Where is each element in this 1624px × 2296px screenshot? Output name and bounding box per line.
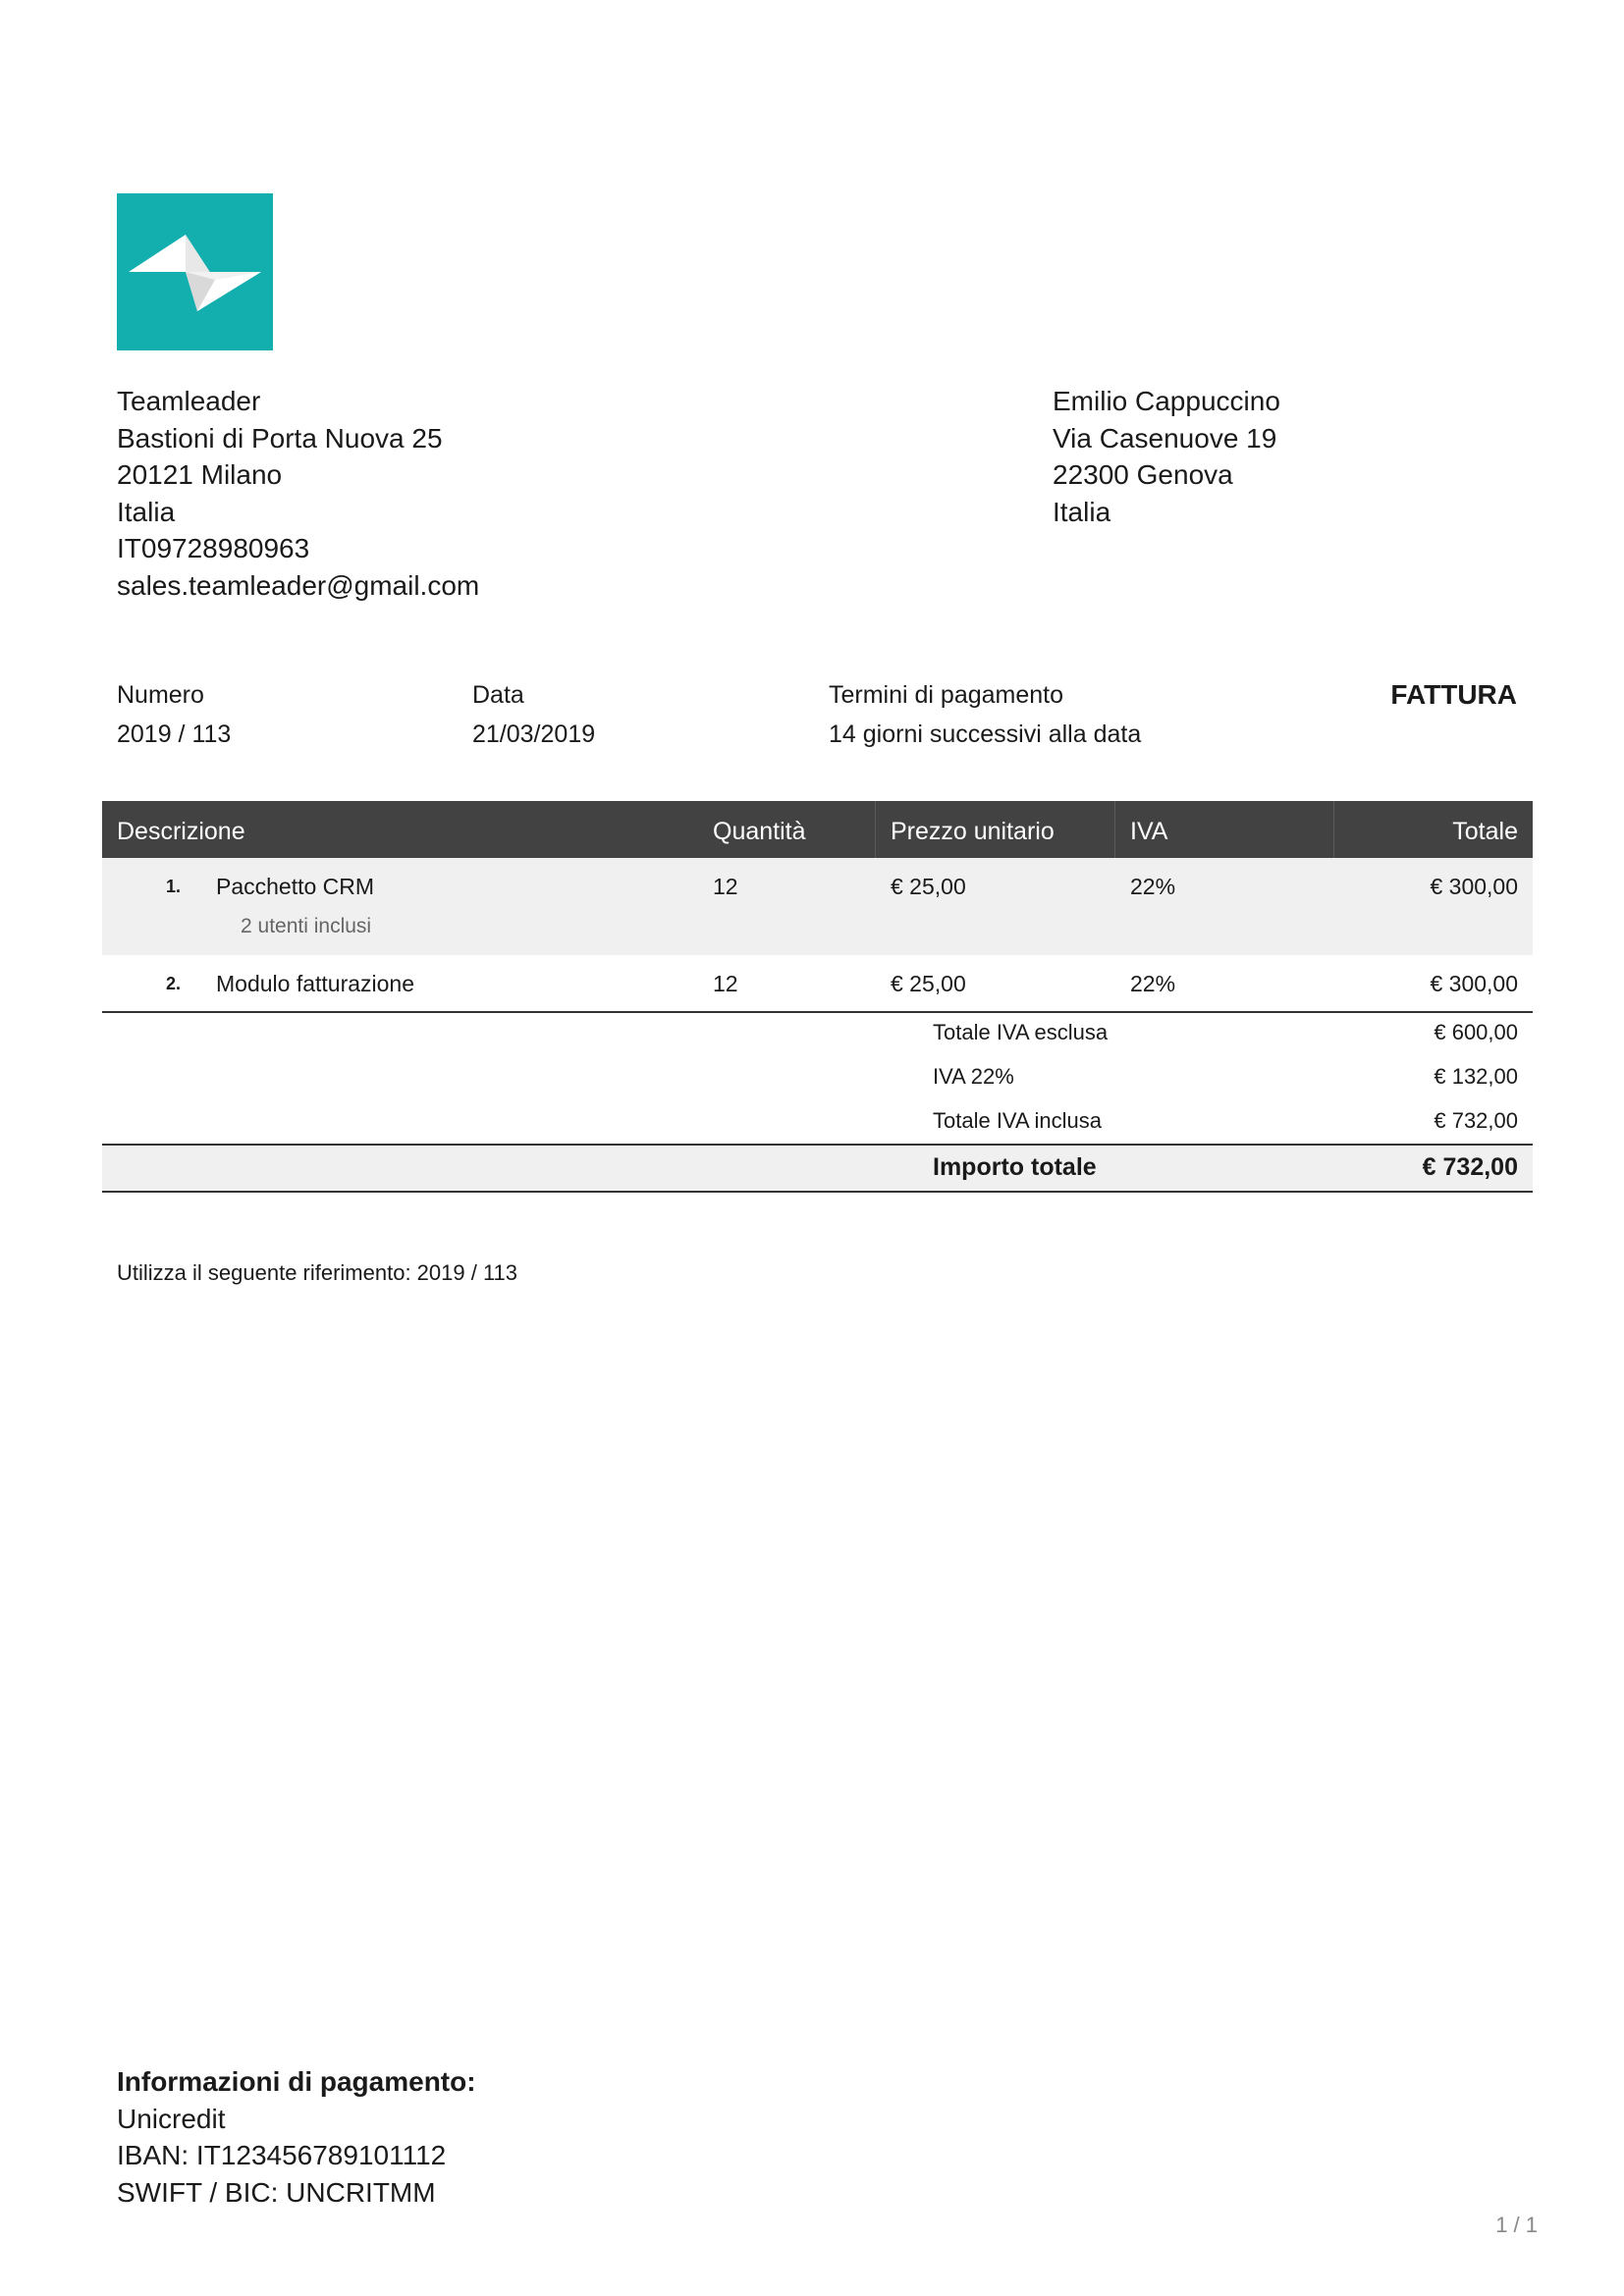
sender-country: Italia: [117, 496, 176, 527]
payment-reference: Utilizza il seguente riferimento: 2019 / 113: [117, 1260, 518, 1285]
grand-total-row: [102, 1144, 1533, 1193]
row-description: Modulo fatturazione: [216, 971, 415, 996]
payment-terms-label: Termini di pagamento: [829, 681, 1064, 709]
row-description: Pacchetto CRM: [216, 874, 375, 899]
header-description: Descrizione: [117, 818, 245, 845]
bank-name: Unicredit: [117, 2103, 226, 2134]
grand-total-label: Importo totale: [933, 1153, 1097, 1181]
iban: IBAN: IT123456789101112: [117, 2140, 447, 2171]
recipient-street: Via Casenuove 19: [1053, 422, 1277, 454]
invoice-number: [117, 675, 231, 754]
recipient-name: Emilio Cappuccino: [1053, 386, 1280, 416]
header-unit-price: Prezzo unitario: [891, 818, 1055, 845]
invoice-number-label: Numero: [117, 681, 204, 709]
payment-terms: [829, 675, 1141, 754]
header-vat: IVA: [1130, 818, 1168, 845]
company-logo: [117, 193, 273, 350]
header-total: Totale: [1452, 818, 1518, 845]
payment-info: [117, 2063, 476, 2211]
page-indicator: 1 / 1: [1495, 2213, 1538, 2237]
sender-address: [117, 383, 479, 605]
header-quantity: Quantità: [713, 818, 806, 845]
total-incl-value: € 732,00: [1434, 1108, 1518, 1133]
invoice-date-value: 21/03/2019: [472, 721, 596, 748]
invoice-date-label: Data: [472, 681, 524, 709]
row-unit-price: € 25,00: [891, 971, 966, 996]
vat-label: IVA 22%: [933, 1064, 1014, 1089]
recipient-country: Italia: [1053, 496, 1111, 527]
sender-email: sales.teamleader@gmail.com: [117, 569, 480, 601]
sender-vat-number: IT09728980963: [117, 533, 310, 564]
payment-info-title: Informazioni di pagamento:: [117, 2066, 476, 2097]
payment-terms-value: 14 giorni successivi alla data: [829, 721, 1142, 748]
header-divider: [875, 801, 876, 858]
table-header: [102, 801, 1533, 858]
row-unit-price: € 25,00: [891, 874, 966, 899]
recipient-city: 22300 Genova: [1053, 459, 1233, 491]
table-row: [102, 858, 1533, 955]
row-index: 2.: [166, 974, 182, 993]
total-incl-label: Totale IVA inclusa: [933, 1108, 1103, 1133]
invoice-number-value: 2019 / 113: [117, 721, 232, 748]
row-quantity: 12: [713, 874, 738, 899]
recipient-address: [1053, 383, 1280, 530]
subtotal-label: Totale IVA esclusa: [933, 1020, 1109, 1044]
sender-street: Bastioni di Porta Nuova 25: [117, 422, 443, 454]
invoice-date: [472, 675, 595, 754]
row-total: € 300,00: [1430, 971, 1518, 996]
swift-bic: SWIFT / BIC: UNCRITMM: [117, 2176, 436, 2208]
paper-plane-icon: [117, 193, 273, 350]
sender-city: 20121 Milano: [117, 459, 283, 491]
vat-value: € 132,00: [1434, 1064, 1518, 1089]
row-quantity: 12: [713, 971, 738, 996]
row-vat: 22%: [1130, 874, 1176, 899]
grand-total-value: € 732,00: [1422, 1153, 1518, 1181]
table-row: [102, 955, 1533, 1013]
document-type: FATTURA: [1390, 679, 1517, 710]
row-index: 1.: [166, 877, 182, 896]
subtotal-value: € 600,00: [1434, 1020, 1518, 1044]
header-divider: [1114, 801, 1115, 858]
row-detail: 2 utenti inclusi: [241, 915, 372, 937]
row-vat: 22%: [1130, 971, 1176, 996]
header-divider: [1333, 801, 1334, 858]
sender-name: Teamleader: [117, 386, 261, 416]
row-total: € 300,00: [1430, 874, 1518, 899]
